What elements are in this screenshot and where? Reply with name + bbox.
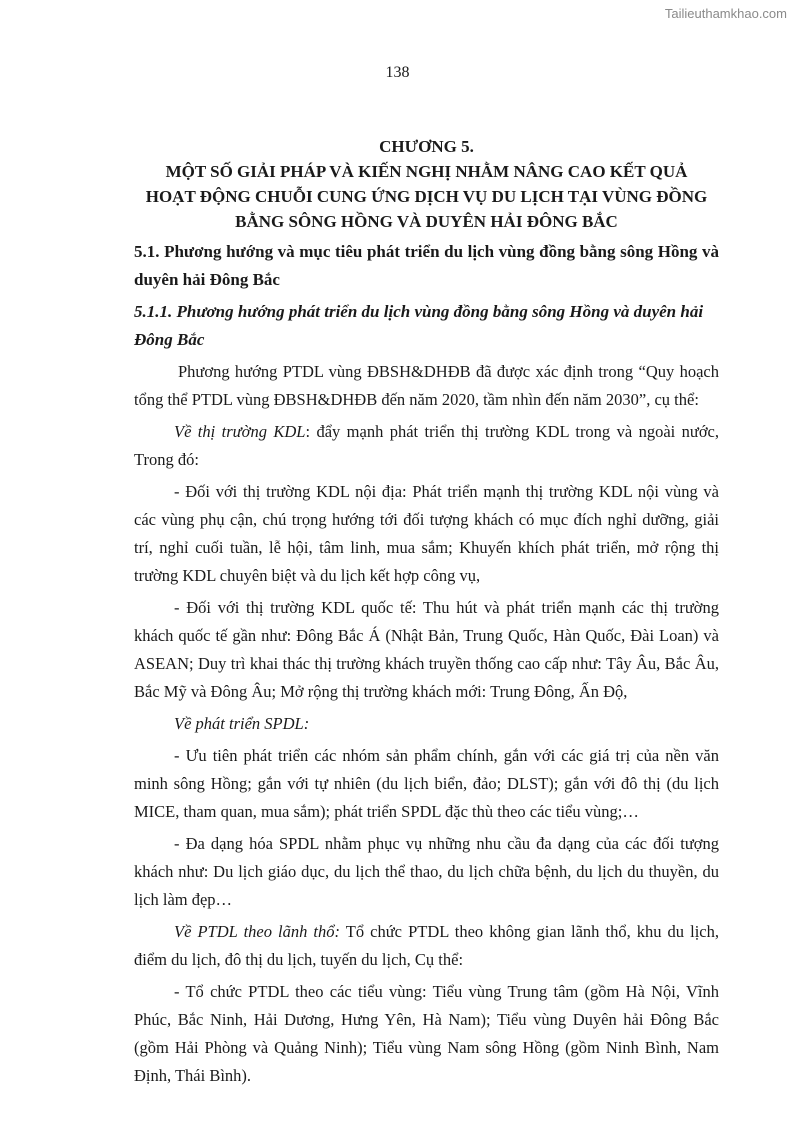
territory-text: Tổ chức PTDL theo không gian lãnh thổ, khu du lịch, điểm du lịch, đô thị du lịch, tuyến du lịch, Cụ thể: bbox=[134, 922, 719, 969]
chapter-title-line: HOẠT ĐỘNG CHUỖI CUNG ỨNG DỊCH VỤ DU LỊCH TẠI VÙNG ĐỒNG bbox=[145, 187, 708, 206]
chapter-title-line: BẰNG SÔNG HỒNG VÀ DUYÊN HẢI ĐÔNG BẮC bbox=[235, 212, 618, 231]
paragraph-international: - Đối với thị trường KDL quốc tế: Thu hút và phát triển mạnh các thị trường khách quốc tế gần như: Đông Bắc Á (Nhật Bản, Trung Quốc, Hàn Quốc, Đài Loan) và ASEAN; Duy trì khai thác thị trường khách truyền thống cao cấp như: Tây Âu, Bắc Âu, Bắc Mỹ và Đông Âu; Mở rộng thị trường khách mới: Trung Đông, Ấn Độ, bbox=[134, 598, 719, 701]
paragraph-market bbox=[134, 418, 719, 474]
paragraph-subregions: - Tổ chức PTDL theo các tiểu vùng: Tiểu vùng Trung tâm (gồm Hà Nội, Vĩnh Phúc, Bắc Ninh, Hải Dương, Hưng Yên, Hà Nam); Tiểu vùng Duyên hải Đông Bắc (gồm Hải Phòng và Quảng Ninh); Tiểu vùng Nam sông Hồng (gồm Ninh Bình, Nam Định, Thái Bình). bbox=[134, 982, 719, 1085]
paragraph-domestic: - Đối với thị trường KDL nội địa: Phát triển mạnh thị trường KDL nội vùng và các vùng phụ cận, chú trọng hướng tới đối tượng khách có mục đích nghỉ dưỡng, giải trí, nghỉ cuối tuần, lễ hội, tâm linh, mua sắm; Khuyến khích phát triển, mở rộng thị trường KDL chuyên biệt và du lịch kết hợp công vụ, bbox=[134, 482, 719, 585]
subsection-heading-5-1-1: 5.1.1. Phương hướng phát triển du lịch vùng đồng bằng sông Hồng và duyên hải Đông Bắc bbox=[134, 302, 704, 349]
territory-lead: Về PTDL theo lãnh thổ: bbox=[174, 922, 341, 941]
chapter-title-line: CHƯƠNG 5. bbox=[379, 137, 474, 156]
page-number: 138 bbox=[385, 64, 410, 81]
chapter-title-line: MỘT SỐ GIẢI PHÁP VÀ KIẾN NGHỊ NHẰM NÂNG CAO KẾT QUẢ bbox=[165, 162, 688, 181]
section-heading-5-1: 5.1. Phương hướng và mục tiêu phát triển du lịch vùng đồng bằng sông Hồng và duyên hải Đông Bắc bbox=[134, 242, 719, 289]
market-lead: Về thị trường KDL bbox=[174, 422, 306, 441]
chapter-title bbox=[134, 134, 719, 234]
paragraph-diversify: - Đa dạng hóa SPDL nhằm phục vụ những nhu cầu đa dạng của các đối tượng khách như: Du lịch giáo dục, du lịch thể thao, du lịch chữa bệnh, du lịch du thuyền, du lịch làm đẹp… bbox=[134, 834, 719, 909]
paragraph-intro: Phương hướng PTDL vùng ĐBSH&DHĐB đã được xác định trong “Quy hoạch tổng thể PTDL vùng ĐBSH&DHĐB đến năm 2020, tầm nhìn đến năm 2030”, cụ thể: bbox=[134, 362, 719, 409]
watermark: Tailieuthamkhao.com bbox=[664, 6, 787, 21]
paragraph-product-lead bbox=[134, 710, 719, 738]
paragraph-territory bbox=[134, 918, 719, 974]
product-lead: Về phát triển SPDL: bbox=[174, 714, 310, 733]
document-body bbox=[134, 134, 719, 1090]
paragraph-priority: - Ưu tiên phát triển các nhóm sản phẩm chính, gắn với các giá trị của nền văn minh sông Hồng; gắn với tự nhiên (du lịch biển, đảo; DLST); gắn với đô thị (du lịch MICE, tham quan, mua sắm); phát triển SPDL đặc thù theo các tiểu vùng;… bbox=[134, 746, 719, 821]
market-text: : đẩy mạnh phát triển thị trường KDL trong và ngoài nước, Trong đó: bbox=[134, 422, 719, 469]
